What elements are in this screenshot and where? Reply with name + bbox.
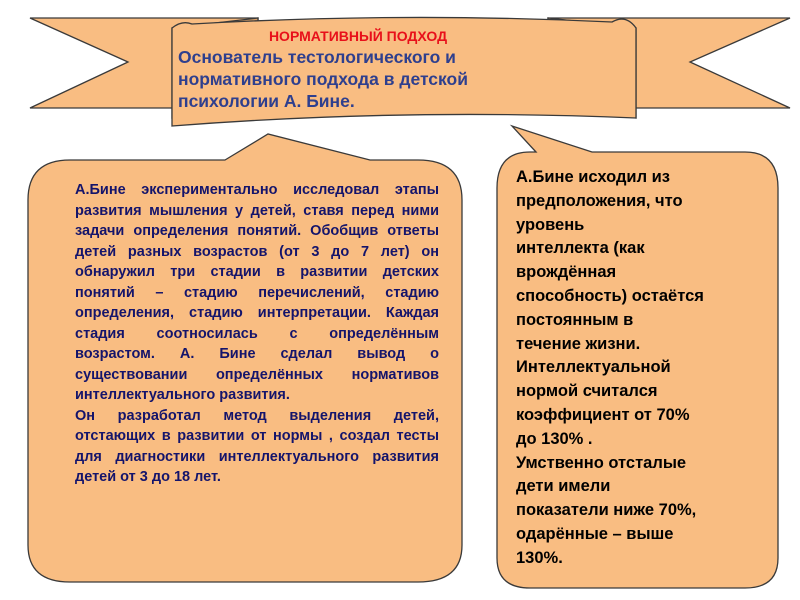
right-line: интеллекта (как: [516, 239, 645, 258]
right-line: постоянным в: [516, 310, 634, 329]
left-paragraph: А.Бине экспериментально исследовал этапы развития мышления у детей, ставя перед ними задачи определения понятий. Обобщив ответы детей разных возрастов (от 3 до 7 лет) он обнаружил три стадии в развитии детских понятий – стадию перечислений, стадию определения, стадию интерпретации. Каждая стадия соотносилась с определённым возрастом. А. Бине сделал вывод о существовании определённых нормативов интеллектуального развития.: [75, 182, 439, 403]
right-line: дети имели: [516, 477, 611, 496]
right-line: Умственно отсталые: [516, 453, 687, 472]
right-line: 130%.: [516, 548, 563, 567]
left-paragraph: Он разработал метод выделения детей, отстающих в развитии от нормы , создал тесты для диагностики интеллектуального развития детей от 3 до 18 лет.: [75, 407, 439, 485]
right-line: до 130% .: [516, 429, 593, 448]
right-line: способность) остаётся: [516, 286, 704, 305]
right-line: предположения, что: [516, 191, 683, 210]
right-line: А.Бине исходил из: [516, 168, 670, 186]
left-bubble-text: [75, 180, 439, 488]
banner-line: психологии А. Бине.: [178, 91, 355, 111]
right-line: течение жизни.: [516, 334, 641, 353]
banner-line: нормативного подхода в детской: [178, 69, 468, 89]
banner-line: Основатель тестологического и: [178, 47, 456, 67]
right-line: нормой считался: [516, 382, 658, 401]
right-line: показатели ниже 70%,: [516, 501, 697, 520]
banner-text: [178, 28, 624, 112]
right-line: коэффициент от 70%: [516, 405, 690, 424]
right-line: уровень: [516, 215, 585, 234]
right-line: одарённые – выше: [516, 524, 674, 543]
right-bubble-text: [516, 166, 766, 571]
right-line: Интеллектуальной: [516, 358, 671, 377]
banner-heading: НОРМАТИВНЫЙ ПОДХОД: [268, 28, 448, 44]
right-line: врождённая: [516, 263, 617, 282]
